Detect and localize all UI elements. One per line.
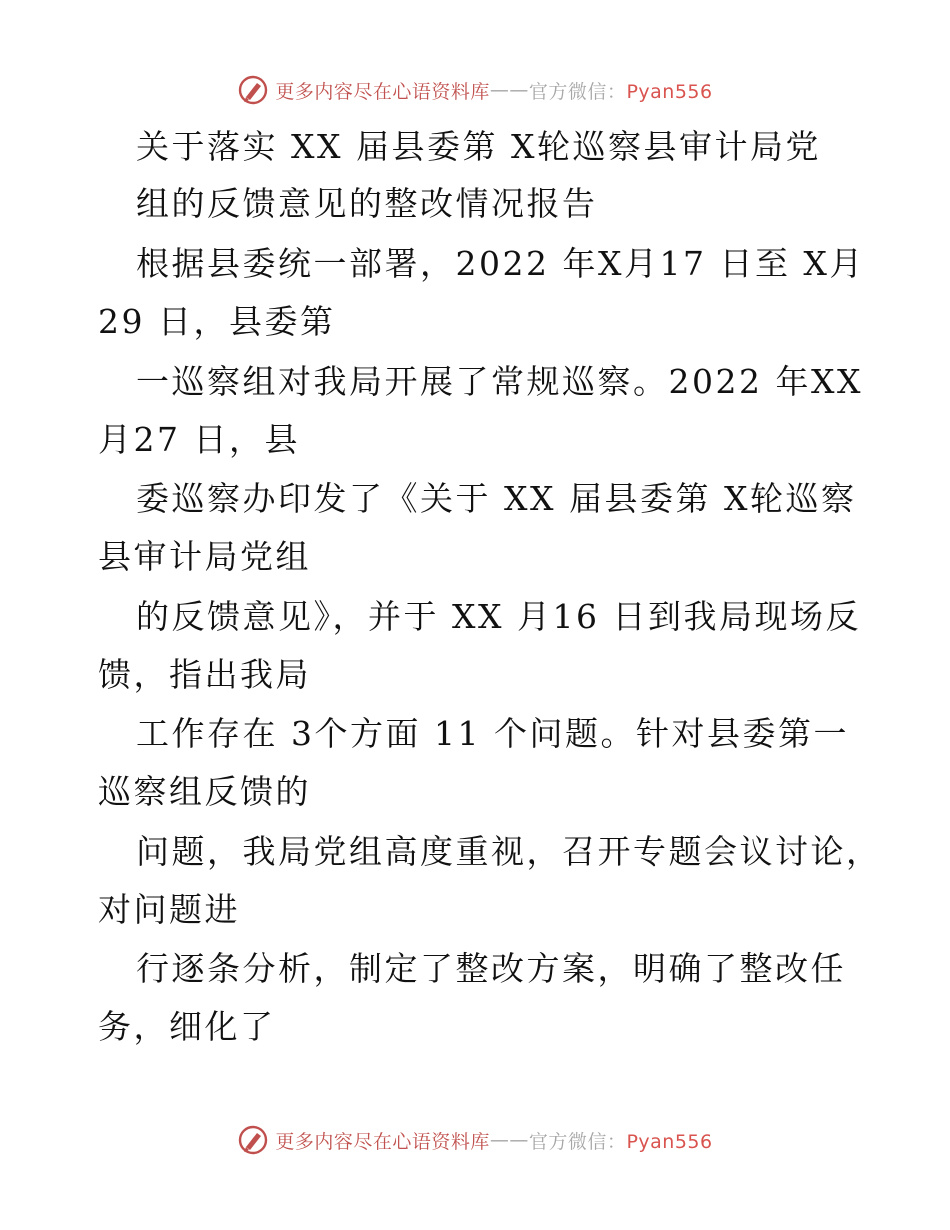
- paragraph-line: 馈，指出我局: [98, 655, 311, 694]
- title-line-2: 组的反馈意见的整改情况报告: [136, 184, 598, 223]
- title-line-1: 关于落实 XX 届县委第 X轮巡察县审计局党: [136, 127, 821, 166]
- paragraph-line: 一巡察组对我局开展了常规巡察。2022 年XX: [136, 362, 863, 401]
- paragraph-line: 委巡察办印发了《关于 XX 届县委第 X轮巡察: [136, 479, 857, 518]
- paragraph-line: 行逐条分析，制定了整改方案，明确了整改任: [136, 949, 846, 988]
- paragraph-line: 29 日，县委第: [98, 302, 336, 341]
- paragraph-line: 问题，我局党组高度重视，召开专题会议讨论，: [136, 832, 882, 871]
- paragraph-line: 对问题进: [98, 890, 240, 929]
- watermark-id-text: Pyan556: [626, 1130, 713, 1153]
- paragraph-line: 务，细化了: [98, 1007, 276, 1046]
- footer-watermark: [0, 1120, 950, 1160]
- paragraph-line: 工作存在 3个方面 11 个问题。针对县委第一: [136, 714, 849, 753]
- paragraph-line: 根据县委统一部署，2022 年X月17 日至 X月: [136, 244, 865, 283]
- watermark-separator: ——: [489, 1129, 529, 1151]
- pen-logo-icon: [237, 1124, 269, 1156]
- paragraph-line: 巡察组反馈的: [98, 772, 311, 811]
- watermark-id-text: Pyan556: [626, 80, 713, 103]
- watermark-lead-text: 更多内容尽在心语资料库: [275, 1130, 490, 1153]
- paragraph-line: 县审计局党组: [98, 537, 311, 576]
- watermark-rest-text: 官方微信：: [528, 80, 627, 103]
- paragraph-line: 的反馈意见》，并于 XX 月16 日到我局现场反: [136, 597, 861, 636]
- watermark-lead-text: 更多内容尽在心语资料库: [275, 80, 490, 103]
- watermark-rest-text: 官方微信：: [528, 1130, 627, 1153]
- paragraph-line: 月27 日，县: [98, 420, 300, 459]
- watermark-separator: ——: [489, 79, 529, 101]
- watermark-rest: [529, 1127, 713, 1154]
